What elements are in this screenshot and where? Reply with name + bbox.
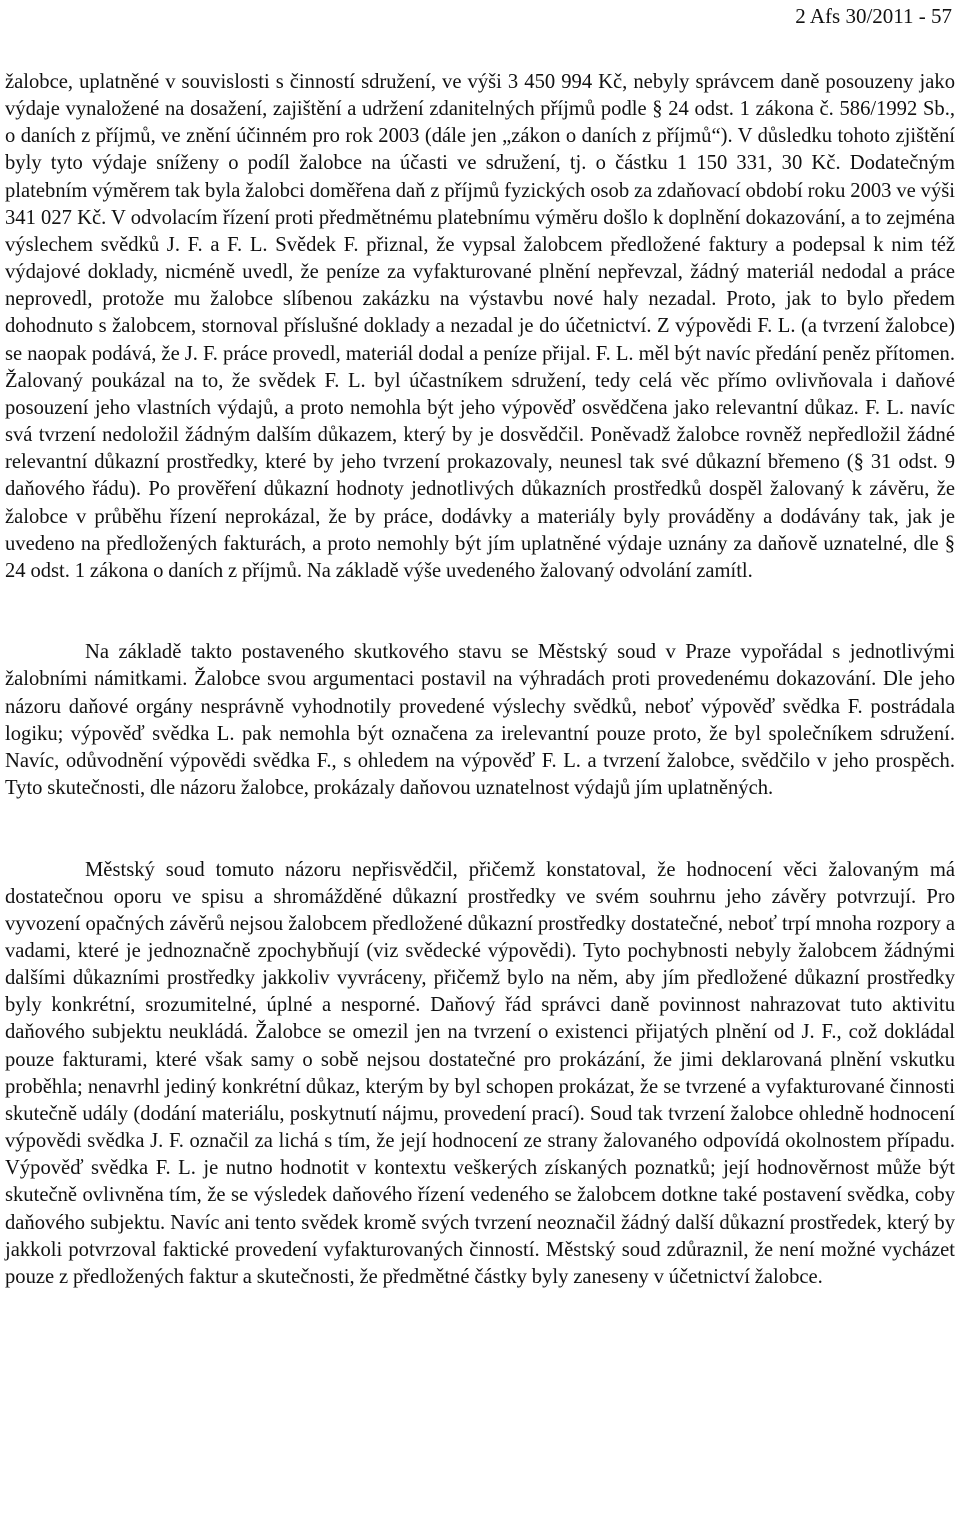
paragraph-1: žalobce, uplatněné v souvislosti s činností sdružení, ve výši 3 450 994 Kč, nebyly správcem daně posouzeny jako výdaje vynaložené na dosažení, zajištění a udržení zdanitelných příjmů podle § 24 odst. 1 zákona č. 586/1992 Sb., o daních z příjmů, ve znění účinném pro rok 2003 (dále jen „zákon o daních z příjmů“). V důsledku tohoto zjištění byly tyto výdaje sníženy o podíl žalobce na účasti ve sdružení, tj. o částku 1 150 331, 30 Kč. Dodatečným platebním výměrem tak byla žalobci doměřena daň z příjmů fyzických osob za zdaňovací období roku 2003 ve výši 341 027 Kč. V odvolacím řízení proti předmětnému platebnímu výměru došlo k doplnění dokazování, a to zejména výslechem svědků J. F. a F. L. Svědek F. přiznal, že vypsal žalobcem předložené faktury a podepsal k nim též výdajové doklady, nicméně uvedl, že peníze za vyfakturované plnění nepřevzal, žádný materiál nedodal a práce neprovedl, protože mu žalobce slíbenou zakázku na výstavbu nové haly nezadal. Proto, jak to bylo předem dohodnuto s žalobcem, stornoval příslušné doklady a nezadal je do účetnictví. Z výpovědi F. L. (a tvrzení žalobce) se naopak podává, že J. F. práce provedl, materiál dodal a peníze přijal. F. L. měl být navíc předání peněz přítomen. Žalovaný poukázal na to, že svědek F. L. byl účastníkem sdružení, tedy celá věc přímo ovlivňovala i daňové posouzení jeho vlastních výdajů, a proto nemohla být jeho výpověď osvědčena jako relevantní důkaz. F. L. navíc svá tvrzení nedoložil žádným dalším důkazem, který by je dosvědčil. Poněvadž žalobce rovněž nepředložil žádné relevantní důkazní prostředky, které by jeho tvrzení prokazovaly, neunesl tak své důkazní břemeno (§ 31 odst. 9 daňového řádu). Po prověření důkazní hodnoty jednotlivých důkazních prostředků dospěl žalovaný k závěru, že žalobce v průběhu řízení neprokázal, že by práce, dodávky a materiály byly prováděny a dodávány tak, jak je uvedeno na předložených fakturách, a proto nemohly být jím uplatněné výdaje uznány za daňově uznatelné, dle § 24 odst. 1 zákona o daních z příjmů. Na základě výše uvedeného žalovaný odvolání zamítl. [5, 71, 955, 582]
paragraph-gap [5, 585, 955, 639]
paragraph-2: Na základě takto postaveného skutkového stavu se Městský soud v Praze vypořádal s jednotlivými žalobními námitkami. Žalobce svou argumentaci postavil na výhradách proti provedenému dokazování. Dle jeho názoru daňové orgány nesprávně vyhodnotily provedené výslechy svědků, neboť výpověď svědka F. postrádala logiku; výpověď svědka L. pak nemohla být označena za irelevantní pouze proto, že byl společníkem sdružení. Navíc, odůvodnění výpovědi svědka F., s ohledem na výpověď F. L. a tvrzení žalobce, svědčilo v jeho prospěch. Tyto skutečnosti, dle názoru žalobce, prokázaly daňovou uznatelnost výdajů jím uplatněných. [5, 641, 955, 800]
paragraph-3: Městský soud tomuto názoru nepřisvědčil, přičemž konstatoval, že hodnocení věci žalovaným má dostatečnou oporu ve spisu a shromážděné důkazní prostředky ve svém souhrnu jeho závěry potvrzují. Pro vyvození opačných závěrů nejsou žalobcem předložené důkazní prostředky dostatečné, neboť trpí mnoha rozpory a vadami, které je jednoznačně zpochybňují (viz svědecké výpovědi). Tyto pochybnosti nebyly žalobcem žádnými dalšími důkazními prostředky jakkoliv vyvráceny, přičemž bylo na něm, aby jím předložené důkazní prostředky byly konkrétní, srozumitelné, úplné a nesporné. Daňový řád správci daně povinnost nahrazovat tuto aktivitu daňového subjektu neukládá. Žalobce se omezil jen na tvrzení o existenci přijatých plnění od J. F., což dokládal pouze fakturami, které však samy o sobě nejsou dostatečné pro prokázání, že jimi deklarovaná plnění vskutku proběhla; nenavrhl jediný konkrétní důkaz, kterým by byl schopen prokázat, že se tvrzené a vyfakturované činnosti skutečně udály (dodání materiálu, poskytnutí nájmu, provedení prací). Soud tak tvrzení žalobce ohledně hodnocení výpovědi svědka J. F. označil za lichá s tím, že její hodnocení ze strany žalovaného odpovídá okolnostem případu. Výpověď svědka F. L. je nutno hodnotit v kontextu veškerých získaných poznatků; její hodnověrnost může být skutečně ovlivněna tím, že se výsledek daňového řízení vedeného se žalobcem dotkne také postavení svědka, coby daňového subjektu. Navíc ani tento svědek kromě svých tvrzení neoznačil žádný další důkazní prostředek, který by jakkoli potvrzoval faktické provedení vyfakturovaných činností. Městský soud zdůraznil, že není možné vycházet pouze z předložených faktur a skutečnosti, že předmětné částky byly zaneseny v účetnictví žalobce. [5, 858, 955, 1288]
paragraph-gap [5, 802, 955, 856]
document-body [5, 69, 955, 1291]
case-reference: 2 Afs 30/2011 - 57 [795, 4, 952, 28]
